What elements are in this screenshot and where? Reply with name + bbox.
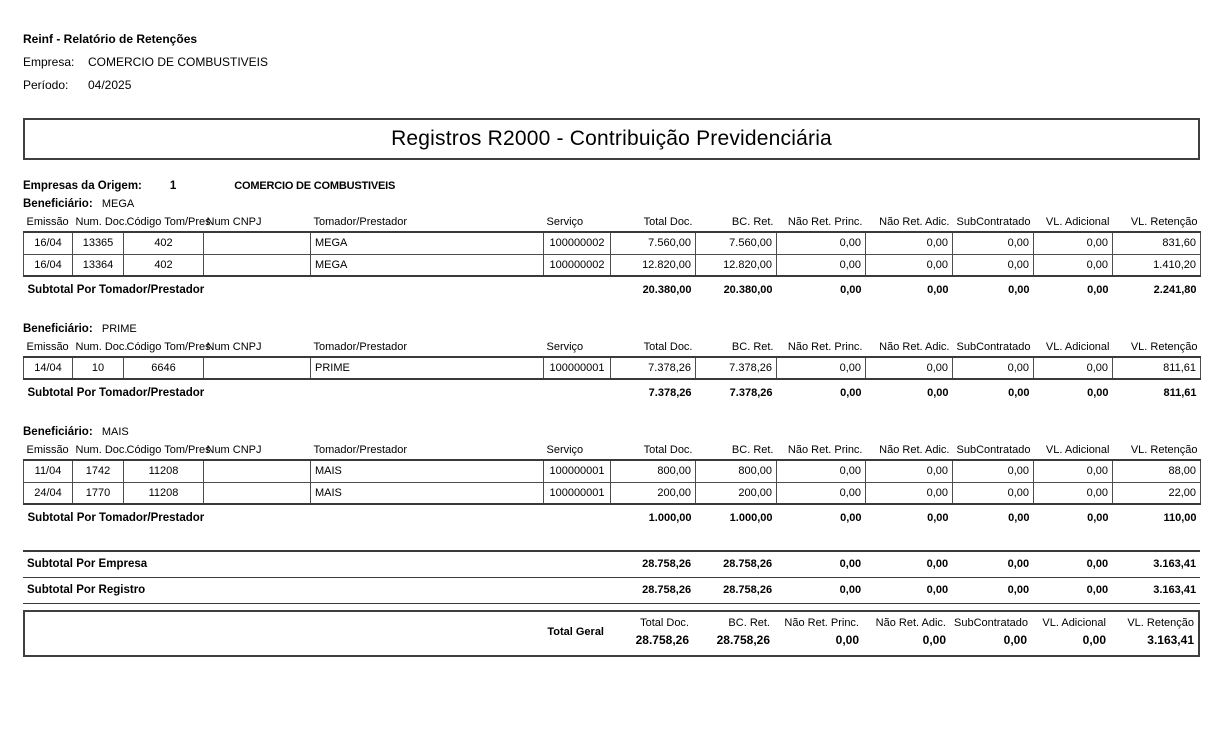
origem-count: 1 [169,180,177,192]
cell-servico: 100000001 [544,482,611,504]
col-header-num-doc: Num. Doc. [73,443,124,460]
col-header-nao-ret-adic: Não Ret. Adic. [866,215,953,232]
origem-line [23,179,1222,193]
cell-cnpj [204,482,311,504]
cell-num-doc: 1770 [73,482,124,504]
col-header-vl-retencao: VL. Retenção [1113,340,1201,357]
cell-vl-adicional: 0,00 [1034,254,1113,276]
retencoes-table [23,443,1201,526]
table-header-row [24,340,1201,357]
col-header-tomador: Tomador/Prestador [311,215,544,232]
cell-subcontratado: 0,00 [953,254,1034,276]
cell-bc-ret: 7.378,26 [696,357,777,379]
cell-vl-adicional: 0,00 [1034,232,1113,254]
cell-nao-ret-princ: 0,00 [777,232,866,254]
col-header-codigo: Código Tom/Pres [124,340,204,357]
col-header-bc-ret: BC. Ret. [696,340,777,357]
cell-tomador: MAIS [311,460,544,482]
table-header-row [24,443,1201,460]
subtotal-subcontratado: 0,00 [1008,387,1030,399]
subtotal-vl-adicional: 0,00 [1087,284,1109,296]
subtotal-vl-adicional: 0,00 [1087,387,1109,399]
cell-total-doc: 12.820,00 [611,254,696,276]
cell-cnpj [204,460,311,482]
table-row [24,482,1201,504]
col-header-total-doc: Total Doc. [611,340,696,357]
subtotal-empresa-label: Subtotal Por Empresa [23,551,610,577]
col-header-nao-ret-adic: Não Ret. Adic. [866,443,953,460]
total-geral-label: Total Geral [547,626,604,638]
subtotal-nao-ret-princ: 0,00 [840,284,862,296]
col-header-vl-retencao: VL. Retenção [1113,215,1201,232]
cell-vl-adicional: 0,00 [1034,482,1113,504]
cell-nao-ret-princ: 0,00 [777,254,866,276]
table-row [24,254,1201,276]
origem-label: Empresas da Origem: [23,180,142,192]
col-header-servico: Serviço [544,215,611,232]
empresa-value: COMERCIO DE COMBUSTIVEIS [88,55,269,69]
col-header-total-doc: Total Doc. [611,443,696,460]
periodo-line [23,78,1222,92]
cell-nao-ret-princ: 0,00 [777,482,866,504]
subtotal-vl-adicional: 0,00 [1087,512,1109,524]
cell-vl-retencao: 88,00 [1113,460,1201,482]
cell-cnpj [204,357,311,379]
beneficiario-value: MEGA [101,198,135,210]
report-title: Reinf - Relatório de Retenções [23,32,198,46]
col-header-cnpj: Num CNPJ [204,340,311,357]
total-total-doc: 28.758,26 [635,633,689,647]
col-header-cnpj: Num CNPJ [204,215,311,232]
empresa-total-doc: 28.758,26 [610,551,695,577]
beneficiario-label: Beneficiário: [23,198,93,210]
cell-tomador: PRIME [311,357,544,379]
col-header-total-doc: Total Doc. [611,215,696,232]
table-header-row [24,215,1201,232]
subtotal-empresa-row [23,551,1200,577]
cell-vl-retencao: 811,61 [1113,357,1201,379]
registro-vl-adicional: 0,00 [1033,577,1112,603]
col-header-nao-ret-princ: Não Ret. Princ. [777,215,866,232]
subtotal-total-doc: 7.378,26 [648,387,692,399]
cell-nao-ret-adic: 0,00 [866,357,953,379]
cell-vl-retencao: 1.410,20 [1113,254,1201,276]
registro-nao-ret-adic: 0,00 [865,577,952,603]
subtotal-tomador-row [24,276,1201,298]
cell-nao-ret-princ: 0,00 [777,357,866,379]
cell-bc-ret: 800,00 [696,460,777,482]
cell-codigo: 402 [124,232,204,254]
total-col-nao-ret-princ: Não Ret. Princ. [784,616,859,629]
empresa-vl-adicional: 0,00 [1033,551,1112,577]
total-col-subcontratado: SubContratado [954,616,1028,629]
cell-servico: 100000001 [544,357,611,379]
subtotal-tomador-label: Subtotal Por Tomador/Prestador [27,387,205,399]
cell-subcontratado: 0,00 [953,357,1034,379]
col-header-vl-adicional: VL. Adicional [1034,443,1113,460]
origem-name: COMERCIO DE COMBUSTIVEIS [234,180,396,192]
beneficiario-line [23,322,1222,337]
col-header-emissao: Emissão [24,443,73,460]
cell-total-doc: 7.378,26 [611,357,696,379]
col-header-subcontratado: SubContratado [953,215,1034,232]
total-col-bc-ret: BC. Ret. [728,616,770,629]
cell-nao-ret-adic: 0,00 [866,254,953,276]
col-header-nao-ret-princ: Não Ret. Princ. [777,443,866,460]
cell-nao-ret-adic: 0,00 [866,482,953,504]
cell-servico: 100000002 [544,232,611,254]
cell-total-doc: 200,00 [611,482,696,504]
cell-emissao: 24/04 [24,482,73,504]
cell-emissao: 16/04 [24,254,73,276]
col-header-vl-adicional: VL. Adicional [1034,215,1113,232]
periodo-label: Período: [23,78,69,92]
subtotal-vl-retencao: 2.241,80 [1153,284,1197,296]
subtotal-bc-ret: 1.000,00 [729,512,773,524]
subtotal-vl-retencao: 811,61 [1163,387,1197,399]
subtotal-registro-row [23,577,1200,603]
total-nao-ret-princ: 0,00 [835,633,859,647]
registro-nao-ret-princ: 0,00 [776,577,865,603]
subtotal-tomador-label: Subtotal Por Tomador/Prestador [27,512,205,524]
cell-nao-ret-princ: 0,00 [777,460,866,482]
cell-codigo: 11208 [124,460,204,482]
beneficiario-label: Beneficiário: [23,323,93,335]
cell-codigo: 402 [124,254,204,276]
cell-bc-ret: 200,00 [696,482,777,504]
cell-total-doc: 7.560,00 [611,232,696,254]
subtotal-tomador-label: Subtotal Por Tomador/Prestador [27,284,205,296]
col-header-codigo: Código Tom/Pres [124,443,204,460]
registro-total-doc: 28.758,26 [610,577,695,603]
subtotal-nao-ret-princ: 0,00 [840,387,862,399]
cell-emissao: 11/04 [24,460,73,482]
subtotal-subcontratado: 0,00 [1008,512,1030,524]
cell-total-doc: 800,00 [611,460,696,482]
col-header-num-doc: Num. Doc. [73,340,124,357]
cell-emissao: 14/04 [24,357,73,379]
empresa-label: Empresa: [23,55,75,69]
periodo-value: 04/2025 [88,78,132,92]
beneficiario-value: MAIS [101,426,129,438]
total-col-nao-ret-adic: Não Ret. Adic. [875,616,946,629]
subtotal-nao-ret-princ: 0,00 [840,512,862,524]
cell-servico: 100000001 [544,460,611,482]
retencoes-table [23,215,1201,298]
registro-vl-retencao: 3.163,41 [1112,577,1200,603]
subtotal-nao-ret-adic: 0,00 [927,512,949,524]
cell-num-doc: 10 [73,357,124,379]
total-vl-retencao: 3.163,41 [1147,633,1194,647]
cell-codigo: 6646 [124,357,204,379]
col-header-tomador: Tomador/Prestador [311,340,544,357]
table-row [24,357,1201,379]
cell-vl-retencao: 22,00 [1113,482,1201,504]
empresa-vl-retencao: 3.163,41 [1112,551,1200,577]
col-header-emissao: Emissão [24,215,73,232]
col-header-nao-ret-princ: Não Ret. Princ. [777,340,866,357]
total-bc-ret: 28.758,26 [716,633,770,647]
col-header-codigo: Código Tom/Pres [124,215,204,232]
section-beneficiario-mais [23,425,1222,526]
beneficiario-line [23,425,1222,440]
retencoes-table [23,340,1201,401]
subtotal-registro-label: Subtotal Por Registro [23,577,610,603]
col-header-servico: Serviço [544,443,611,460]
col-header-servico: Serviço [544,340,611,357]
table-row [24,232,1201,254]
section-beneficiario-prime [23,322,1222,401]
cell-cnpj [204,254,311,276]
cell-tomador: MEGA [311,232,544,254]
subtotal-total-doc: 20.380,00 [642,284,692,296]
total-subcontratado: 0,00 [1003,633,1027,647]
beneficiario-line [23,197,1222,212]
report-banner [23,118,1200,160]
total-geral-header-row [25,615,1198,631]
col-header-vl-retencao: VL. Retenção [1113,443,1201,460]
col-header-bc-ret: BC. Ret. [696,443,777,460]
col-header-subcontratado: SubContratado [953,443,1034,460]
empresa-line [23,55,1222,69]
total-geral-table [25,615,1198,650]
col-header-num-doc: Num. Doc. [73,215,124,232]
total-vl-adicional: 0,00 [1082,633,1106,647]
total-nao-ret-adic: 0,00 [922,633,946,647]
col-header-subcontratado: SubContratado [953,340,1034,357]
cell-subcontratado: 0,00 [953,482,1034,504]
subtotal-bc-ret: 20.380,00 [723,284,773,296]
total-geral-box [23,610,1200,657]
empresa-nao-ret-adic: 0,00 [865,551,952,577]
subtotal-tomador-row [24,504,1201,526]
empresa-subcontratado: 0,00 [952,551,1033,577]
cell-num-doc: 13364 [73,254,124,276]
cell-cnpj [204,232,311,254]
cell-bc-ret: 7.560,00 [696,232,777,254]
subtotal-vl-retencao: 110,00 [1163,512,1197,524]
subtotal-tomador-row [24,379,1201,401]
cell-vl-retencao: 831,60 [1113,232,1201,254]
beneficiario-label: Beneficiário: [23,426,93,438]
col-header-vl-adicional: VL. Adicional [1034,340,1113,357]
cell-tomador: MEGA [311,254,544,276]
cell-vl-adicional: 0,00 [1034,357,1113,379]
subtotal-subcontratado: 0,00 [1008,284,1030,296]
subtotal-total-doc: 1.000,00 [648,512,692,524]
cell-codigo: 11208 [124,482,204,504]
summary-table [23,550,1200,604]
registro-subcontratado: 0,00 [952,577,1033,603]
col-header-tomador: Tomador/Prestador [311,443,544,460]
col-header-bc-ret: BC. Ret. [696,215,777,232]
cell-nao-ret-adic: 0,00 [866,232,953,254]
col-header-nao-ret-adic: Não Ret. Adic. [866,340,953,357]
total-col-vl-adicional: VL. Adicional [1042,616,1106,629]
cell-subcontratado: 0,00 [953,460,1034,482]
section-beneficiario-mega [23,197,1222,298]
banner-title: Registros R2000 - Contribuição Previdenciária [391,127,832,150]
empresa-bc-ret: 28.758,26 [695,551,776,577]
registro-bc-ret: 28.758,26 [695,577,776,603]
subtotal-bc-ret: 7.378,26 [729,387,773,399]
cell-subcontratado: 0,00 [953,232,1034,254]
table-row [24,460,1201,482]
cell-tomador: MAIS [311,482,544,504]
cell-emissao: 16/04 [24,232,73,254]
cell-num-doc: 13365 [73,232,124,254]
cell-num-doc: 1742 [73,460,124,482]
cell-servico: 100000002 [544,254,611,276]
total-col-vl-retencao: VL. Retenção [1127,616,1194,629]
empresa-nao-ret-princ: 0,00 [776,551,865,577]
cell-bc-ret: 12.820,00 [696,254,777,276]
col-header-emissao: Emissão [24,340,73,357]
subtotal-nao-ret-adic: 0,00 [927,387,949,399]
beneficiario-value: PRIME [101,323,137,335]
cell-nao-ret-adic: 0,00 [866,460,953,482]
subtotal-nao-ret-adic: 0,00 [927,284,949,296]
cell-vl-adicional: 0,00 [1034,460,1113,482]
total-col-total-doc: Total Doc. [640,616,689,629]
col-header-cnpj: Num CNPJ [204,443,311,460]
